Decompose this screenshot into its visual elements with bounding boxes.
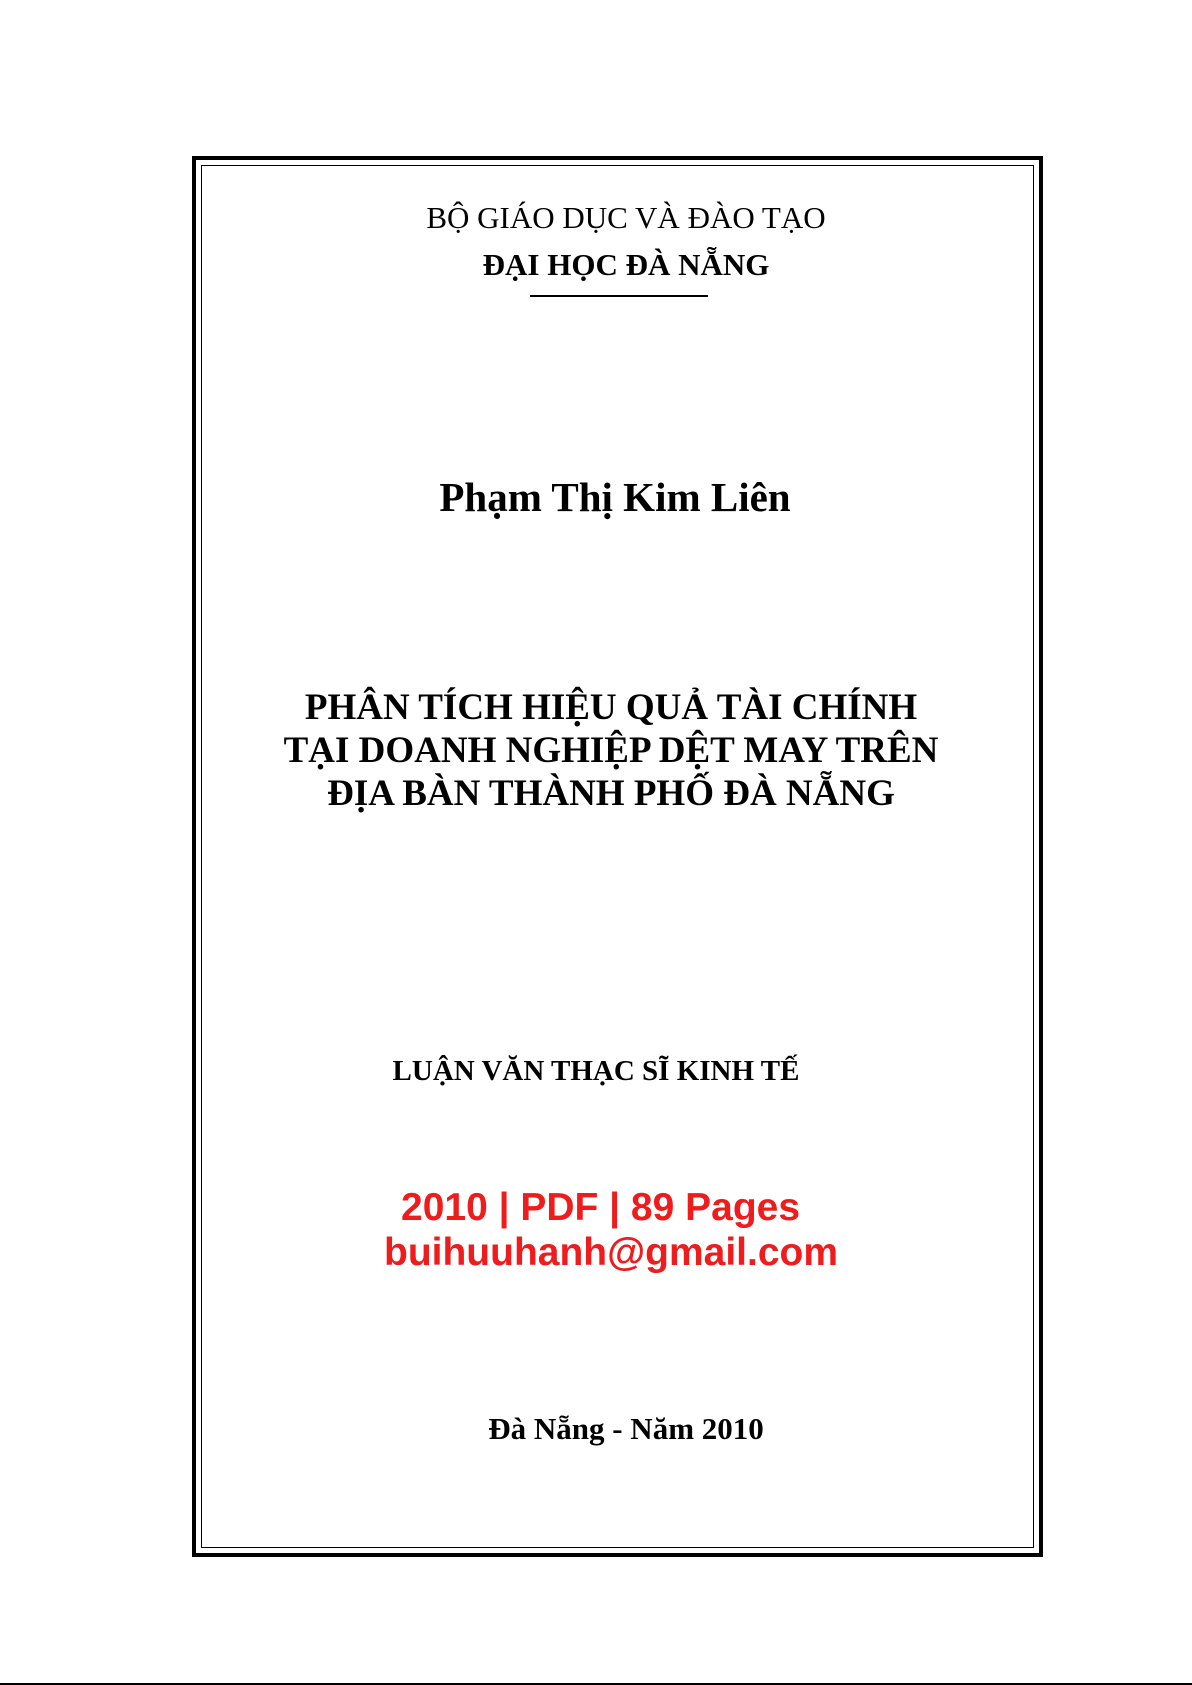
watermark-email: buihuuhanh@gmail.com (384, 1231, 839, 1274)
thesis-title (15, 686, 1192, 815)
thesis-title-line: PHÂN TÍCH HIỆU QUẢ TÀI CHÍNH (304, 687, 918, 728)
ministry-name: BỘ GIÁO DỤC VÀ ĐÀO TẠO (426, 200, 826, 235)
university-name: ĐẠI HỌC ĐÀ NẴNG (482, 247, 770, 282)
degree-type: LUẬN VĂN THẠC SĨ KINH TẾ (392, 1055, 800, 1087)
thesis-title-line: TẠI DOANH NGHIỆP DỆT MAY TRÊN (283, 730, 939, 771)
header-divider (530, 295, 708, 297)
thesis-title-line: ĐỊA BÀN THÀNH PHỐ ĐÀ NẴNG (327, 773, 895, 814)
author-name: Phạm Thị Kim Liên (439, 474, 791, 520)
watermark-info: 2010 | PDF | 89 Pages (401, 1186, 801, 1229)
cover-frame-inner (201, 165, 1034, 1548)
place-and-year: Đà Nẵng - Năm 2010 (488, 1411, 764, 1446)
